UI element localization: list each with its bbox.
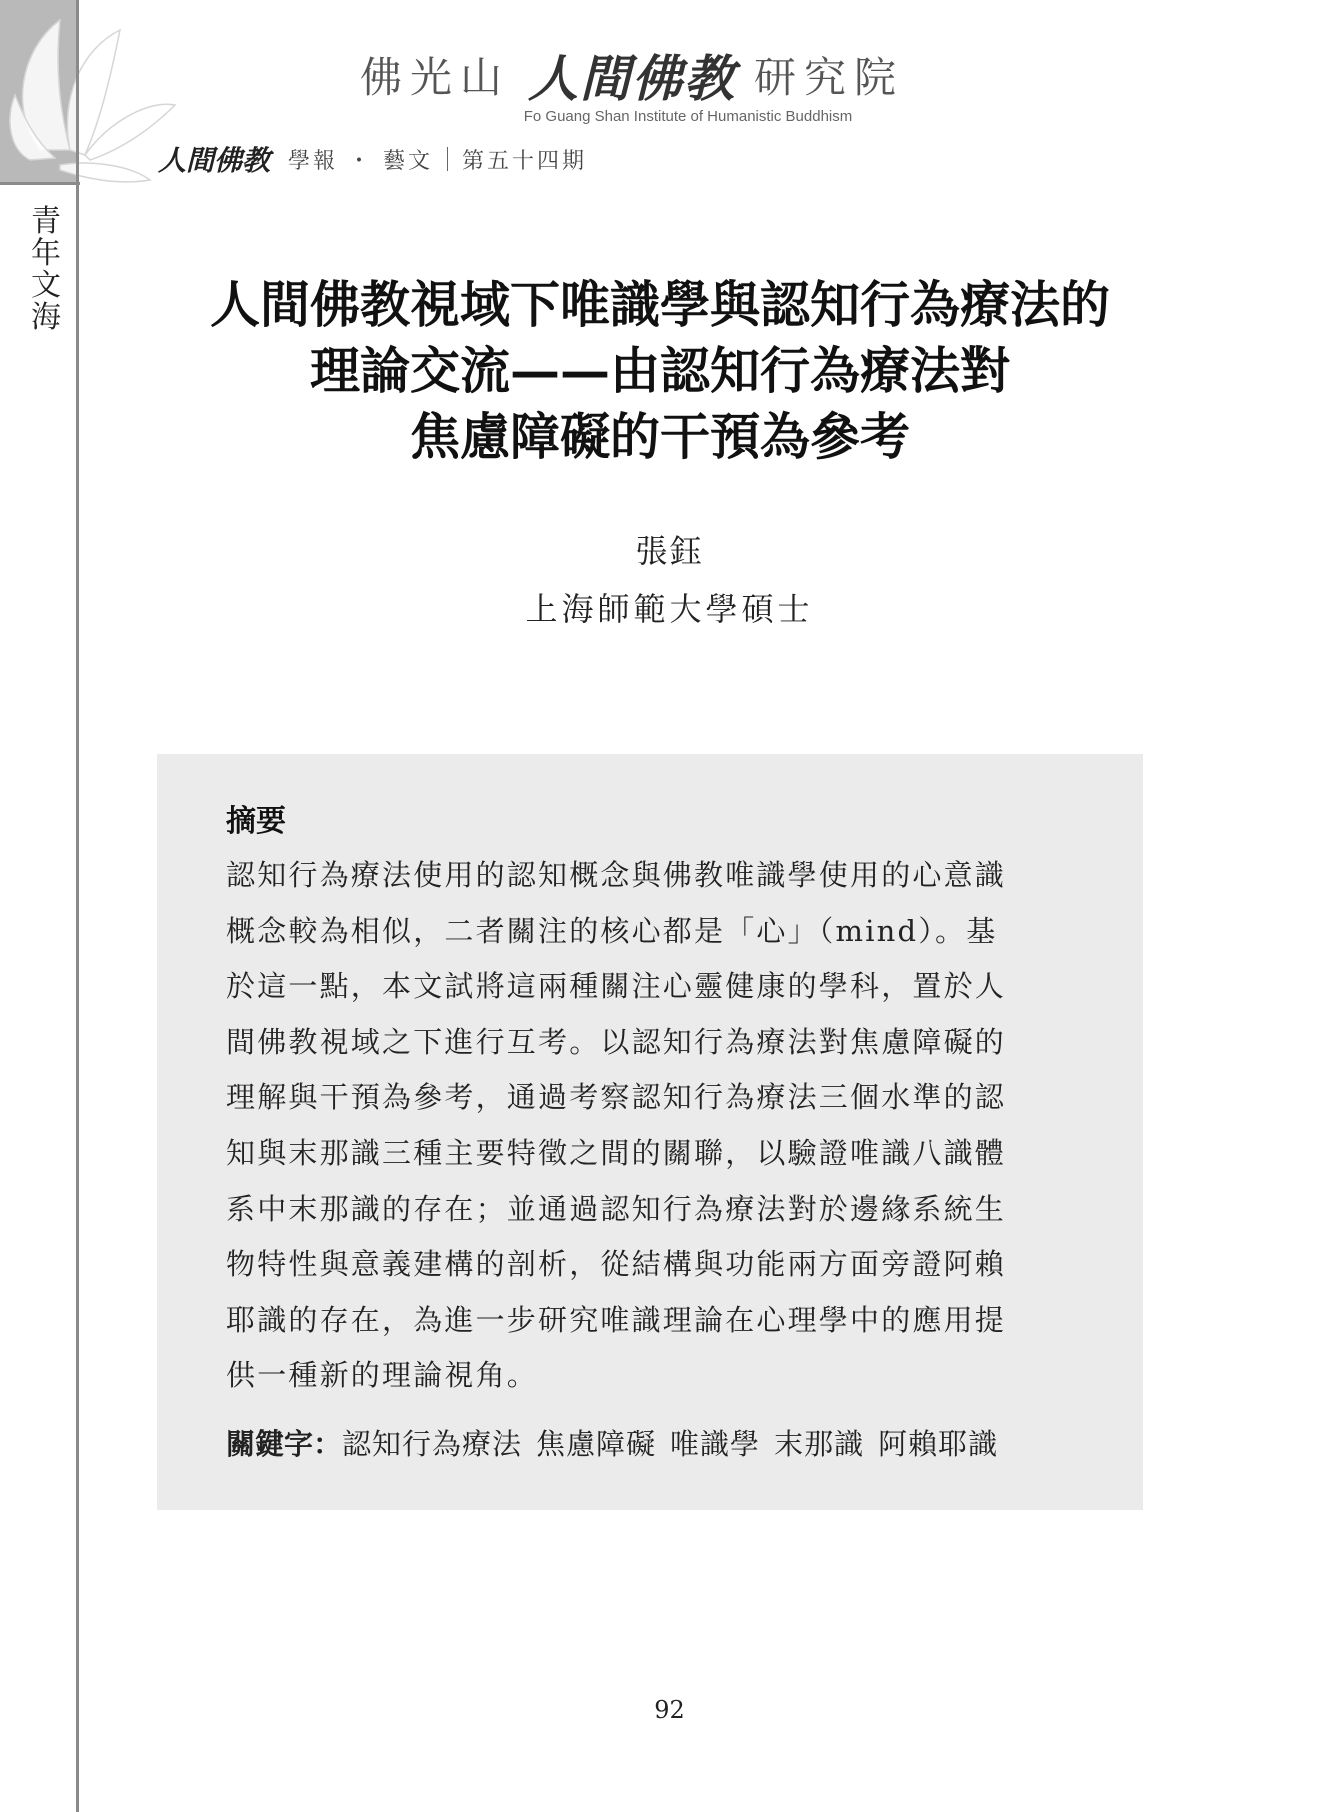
institute-title (360, 40, 980, 110)
journal-header (158, 142, 587, 176)
institute-title-mid: 人間佛教 (528, 49, 737, 108)
margin-rule (76, 0, 79, 1812)
journal-issue: 第五十四期 (462, 148, 588, 174)
lotus-icon (0, 0, 180, 190)
abstract-line: 知與末那識三種主要特徵之間的關聯，以驗證唯識八識體 (226, 1135, 1007, 1170)
journal-logo: 人間佛教 (158, 144, 271, 177)
abstract-line: 物特性與意義建構的剖析，從結構與功能兩方面旁證阿賴 (226, 1247, 1007, 1282)
institute-title-left: 佛光山 (360, 53, 511, 102)
paper-title-line: 焦慮障礙的干預為參考 (410, 407, 910, 466)
abstract-body (226, 848, 1078, 1404)
abstract-line: 認知行為療法使用的認知概念與佛教唯識學使用的心意識 (226, 858, 1007, 892)
keyword: 末那識 (774, 1427, 865, 1461)
abstract-line: 系中末那識的存在；並通過認知行為療法對於邊緣系統生 (226, 1191, 1007, 1226)
abstract-line: 概念較為相似，二者關注的核心都是「心」（mind）。基 (226, 913, 998, 948)
paper-title (140, 272, 1180, 470)
abstract-line: 間佛教視域之下進行互考。以認知行為療法對焦慮障礙的 (226, 1024, 1007, 1059)
keyword: 唯識學 (670, 1427, 761, 1461)
abstract-line: 於這一點，本文試將這兩種關注心靈健康的學科，置於人 (226, 969, 1007, 1004)
keywords-label: 關鍵字： (226, 1427, 343, 1461)
institute-title-right: 研究院 (754, 53, 905, 102)
abstract-line: 供一種新的理論視角。 (226, 1358, 539, 1393)
abstract-line: 耶識的存在，為進一步研究唯識理論在心理學中的應用提 (226, 1302, 1007, 1337)
corner-rule (0, 182, 80, 185)
section-label (26, 206, 66, 334)
author-affiliation: 上海師範大學碩士 (525, 590, 814, 628)
section-label-text: 青 年 文 海 (31, 204, 61, 335)
abstract-heading: 摘要 (226, 804, 286, 839)
page-number: 92 (654, 1696, 685, 1724)
keyword: 認知行為療法 (342, 1427, 523, 1461)
institute-english: Fo Guang Shan Institute of Humanistic Buddhism (523, 108, 853, 125)
keyword: 阿賴耶識 (878, 1427, 999, 1461)
abstract-line: 理解與干預為參考，通過考察認知行為療法三個水準的認 (226, 1080, 1007, 1115)
author-name: 張鈺 (635, 532, 704, 570)
keyword: 焦慮障礙 (536, 1427, 657, 1461)
journal-divider (447, 147, 448, 171)
journal-name: 學報 ・ 藝文 (288, 148, 434, 174)
keywords (226, 1422, 1086, 1463)
paper-title-line: 人間佛教視域下唯識學與認知行為療法的 (210, 275, 1110, 334)
paper-title-line: 理論交流——由認知行為療法對 (310, 341, 1010, 400)
